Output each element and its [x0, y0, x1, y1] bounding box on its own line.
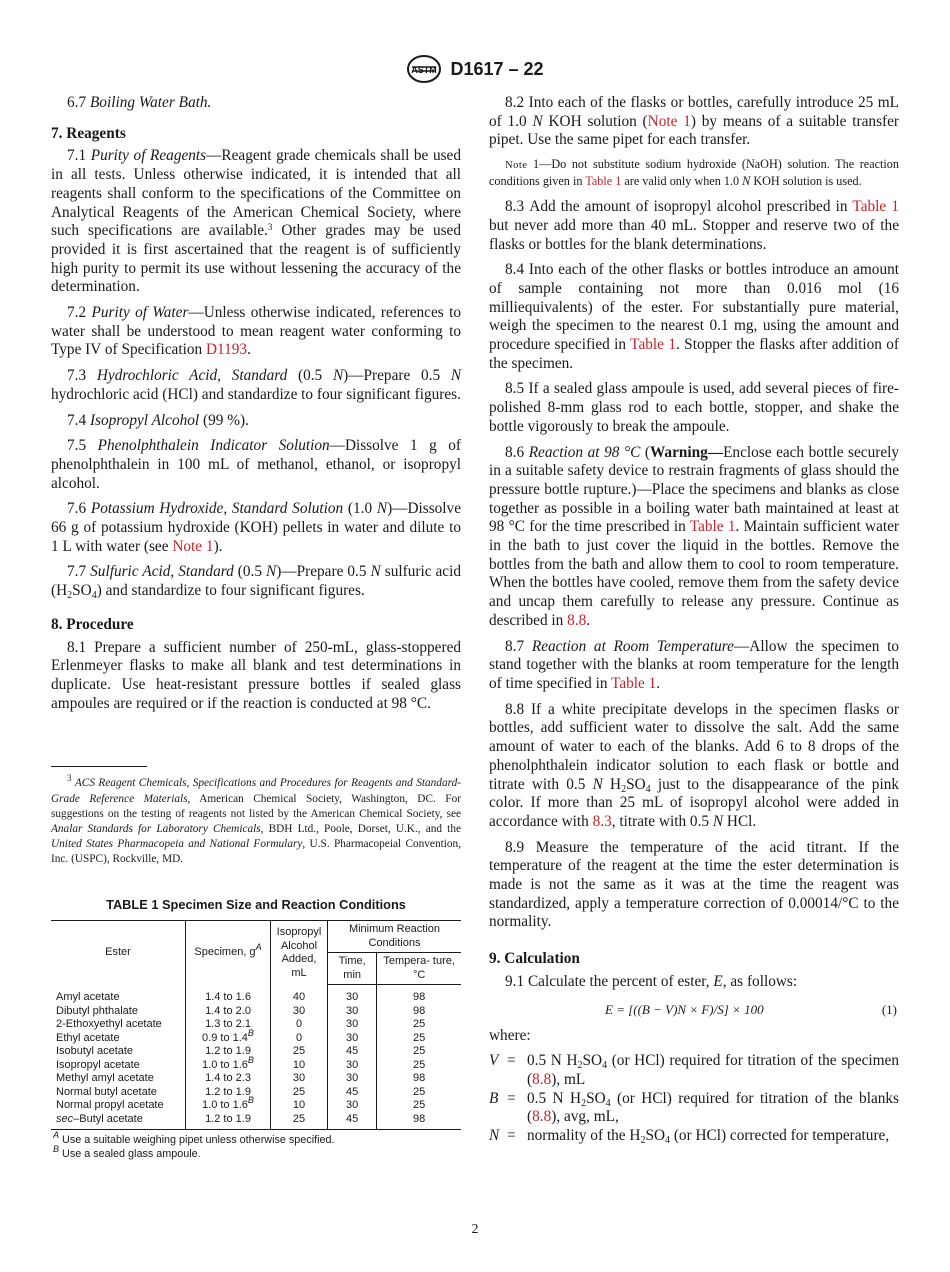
cell-specimen: 1.4 to 2.0 [186, 1005, 271, 1019]
equation-1 [489, 999, 899, 1021]
table-row [51, 1045, 461, 1059]
table-row [51, 1072, 461, 1086]
page-header [0, 54, 950, 84]
cell-alcohol: 30 [271, 1005, 328, 1019]
section-8-8: 8.8 If a white precipitate develops in the specimen flasks or bottles, add sufficient water to dissolve the salt. Add the same amount of water to each of the blanks. Add 6 to 8 drops of the phenolphthalein indicator solution to each flask or bottle and titrate with 0.5 N $H_2SO_4$ just to the disappearance of the pink color. If more than 25 mL of isopropyl alcohol were added in accordance with 8.3, titrate with 0.5 N HCl. [489, 700, 900, 830]
cell-ester: Methyl amyl acetate [51, 1072, 186, 1086]
section-8-5: 8.5 If a sealed glass ampoule is used, add several pieces of fire-polished 8-mm glass rod to each bottle, stopper, and shake the bottle vigorously to break the ampoule. [489, 380, 900, 435]
def-n-text: normality of the $H_2SO_4$ (or HCl) corrected for temperature, [527, 1127, 890, 1147]
cell-specimen: 0.9 to $1.4^B$ [186, 1032, 271, 1046]
cell-time: 30 [328, 1018, 377, 1032]
cell-specimen: 1.4 to 1.6 [186, 985, 271, 1005]
def-b-text: 0.5 N $H_2SO_4$ (or HCl) required for titration of the blanks (8.8), avg, mL, [527, 1089, 899, 1126]
table-footnotes [51, 1130, 461, 1161]
def-n-symbol: N [489, 1127, 500, 1145]
link-table-1[interactable]: Table 1 [611, 674, 657, 692]
page-number: 2 [471, 1222, 479, 1237]
section-8-7: 8.7 Reaction at Room Temperature—Allow the specimen to stand together with the blanks at room temperature for the length of time specified in Table 1. [489, 637, 900, 692]
section-9-1: 9.1 Calculate the percent of ester, E, as follows: [505, 972, 798, 990]
cell-temperature: 25 [413, 1018, 426, 1031]
table-row [51, 1059, 461, 1073]
cell-ester: 2-Ethoxyethyl acetate [51, 1018, 186, 1032]
cell-specimen: 1.2 to 1.9 [186, 1113, 271, 1130]
footnote-divider [51, 766, 147, 767]
cell-temperature: 98 [377, 1113, 461, 1130]
section-7-1: 7.1 Purity of Reagents—Reagent grade chemicals shall be used in all tests. Unless otherwise indicated, it is intended that all reagents shall conform to the specifications of the Committee on Analytical Reagents of the American Chemical Society, where such specifications are available.$^3$ Other grades may be used provided it is first ascertained that the reagent is of sufficiently high purity to permit its use without lessening the accuracy of the determination. [51, 147, 461, 296]
cell-ester: Normal butyl acetate [51, 1086, 186, 1100]
astm-logo-icon [406, 54, 442, 84]
cell-ester: Ethyl acetate [51, 1032, 186, 1046]
cell-time: 30 [328, 1072, 377, 1086]
table-row [51, 1005, 461, 1019]
specimen-table [51, 920, 461, 1130]
cell-temperature: 25 [413, 1085, 426, 1098]
section-8-2: 8.2 Into each of the flasks or bottles, carefully introduce 25 mL of 1.0 N KOH solution (Note 1) by means of a suitable transfer pipet. Use the same pipet for each transfer. [489, 94, 899, 149]
link-8-8[interactable]: 8.8 [532, 1070, 552, 1088]
cell-ester: sec–Butyl acetate [51, 1113, 186, 1130]
designation: D1617 – 22 [450, 58, 544, 79]
cell-specimen: 1.0 to $1.6^B$ [186, 1099, 271, 1113]
link-d1193[interactable]: D1193 [205, 341, 248, 359]
cell-alcohol: 10 [271, 1059, 328, 1073]
cell-temperature: 25 [413, 1099, 426, 1112]
cell-specimen: 1.3 to 2.1 [186, 1018, 271, 1032]
cell-temperature: 98 [413, 1004, 426, 1017]
def-b-symbol: B [489, 1089, 499, 1107]
equation-number: (1) [881, 1001, 897, 1017]
cell-specimen: 1.0 to $1.6^B$ [186, 1059, 271, 1073]
table-row [51, 1086, 461, 1100]
cell-alcohol: 0 [271, 1018, 328, 1032]
section-7-5: 7.5 Phenolphthalein Indicator Solution—Dissolve 1 g of phenolphthalein in 100 mL of methanol, ethanol, or isopropyl alcohol. [51, 437, 461, 492]
svg-text:ASTM: ASTM [411, 65, 438, 75]
col-specimen: Specimen, $g^A$ [186, 921, 271, 985]
section-7-heading: 7. Reagents [51, 124, 126, 142]
cell-alcohol: 25 [271, 1113, 328, 1130]
warning-label: Warning— [649, 443, 724, 461]
cell-ester: Isopropyl acetate [51, 1059, 186, 1073]
table-footnote-a: $^A$ Use a suitable weighing pipet unless otherwise specified. [53, 1130, 335, 1147]
cell-alcohol: 40 [271, 985, 328, 1005]
cell-ester: Amyl acetate [51, 985, 186, 1005]
where-label: where: [489, 1026, 531, 1044]
col-time: Time, min [328, 953, 377, 985]
cell-time: 30 [328, 1005, 377, 1019]
cell-temperature: 25 [413, 1031, 426, 1044]
link-table-1[interactable]: Table 1 [852, 198, 899, 216]
table-row [51, 985, 461, 1005]
equation-formula: E = [((B − V)N × F)/S] × 100 [605, 1001, 764, 1017]
link-note-1[interactable]: Note 1 [647, 112, 691, 130]
cell-alcohol: 0 [271, 1032, 328, 1046]
link-8-3[interactable]: 8.3 [592, 812, 612, 830]
def-v-text: 0.5 N $H_2SO_4$ (or HCl) required for titration of the specimen (8.8), mL [527, 1052, 899, 1088]
link-8-8[interactable]: 8.8 [567, 611, 587, 629]
section-7-3: 7.3 Hydrochloric Acid, Standard (0.5 N)—Prepare 0.5 N hydrochloric acid (HCl) and standardize to four significant figures. [51, 367, 462, 403]
section-8-1: 8.1 Prepare a sufficient number of 250-mL, glass-stoppered Erlenmeyer flasks to make all blank and test determinations in duplicate. Use heat-resistant pressure bottles if sealed glass ampoules are required or if the reaction is conducted at 98 °C. [51, 638, 462, 712]
cell-specimen: 1.2 to 1.9 [186, 1045, 271, 1059]
cell-temperature: 98 [413, 1072, 426, 1085]
col-isopropyl: Isopropyl Alcohol Added, mL [271, 921, 328, 985]
cell-time: 45 [328, 1086, 377, 1100]
cell-alcohol: 25 [271, 1045, 328, 1059]
table-row [51, 1018, 461, 1032]
cell-specimen: 1.2 to 1.9 [186, 1086, 271, 1100]
cell-temperature: 25 [413, 1045, 426, 1058]
section-7-6: 7.6 Potassium Hydroxide, Standard Solution (1.0 N)—Dissolve 66 g of potassium hydroxide (KOH) pellets in water and dilute to 1 L with water (see Note 1). [51, 500, 461, 555]
section-7-2: 7.2 Purity of Water—Unless otherwise indicated, references to water shall be understood to mean reagent water conforming to Type IV of Specification D1193. [51, 304, 461, 359]
col-minimum-conditions: Minimum Reaction Conditions [328, 921, 462, 953]
left-column [51, 94, 461, 1161]
table-row [51, 1032, 461, 1046]
col-ester: Ester [51, 921, 186, 985]
cell-alcohol: 30 [271, 1072, 328, 1086]
cell-time: 30 [328, 985, 377, 1005]
col-temperature: Tempera- ture, °C [377, 953, 461, 985]
table-1 [51, 896, 461, 1162]
footnote-ref-3[interactable]: 3 [267, 222, 273, 233]
cell-ester: Dibutyl phthalate [51, 1005, 186, 1019]
section-8-6: 8.6 Reaction at 98 °C (Warning—Enclose each bottle securely in a suitable safety device to restrain fragments of glass should the pressure bottle rupture.)—Place the specimens and blanks as close together as possible in a boiling water bath maintained at least at 98 °C for the time prescribed in Table 1. Maintain sufficient water in the bath to just cover the liquid in the bottles. Remove the bottles from the bath and allow them to cool to room temperature. When the bottles have cooled, remove them from the safety device and uncap them carefully to release any pressure. Continue as described in 8.8. [489, 443, 900, 629]
cell-alcohol: 25 [271, 1086, 328, 1100]
variable-definitions: V = 0.5 N $H_2SO_4$ (or HCl) required for titration of the specimen (8.8), mL B = 0.5 N $H_2SO_4$ (or HCl) required for titration of the blanks (8.8), avg, mL, N = normality of the $H_2SO_4$ (or HCl) corrected for temperature, [489, 1052, 899, 1147]
section-8-3: 8.3 Add the amount of isopropyl alcohol prescribed in Table 1 but never add more than 40 mL. Stopper and reserve two of the flasks or bottles for the blank determinations. [489, 198, 899, 253]
cell-specimen: 1.4 to 2.3 [186, 1072, 271, 1086]
table-row [51, 1099, 461, 1113]
right-column [489, 94, 899, 1146]
link-8-8[interactable]: 8.8 [532, 1108, 552, 1126]
table-footnote-b: $^B$ Use a sealed glass ampoule. [53, 1144, 201, 1161]
section-8-9: 8.9 Measure the temperature of the acid titrant. If the temperature of the reagent at the time the ester determination is made is not the same as it was at the time the reagent was standardized, apply a temperature correction of 0.00014/°C to the normality. [489, 838, 899, 931]
section-6-7: 6.7 Boiling Water Bath. [67, 94, 212, 111]
cell-time: 30 [328, 1032, 377, 1046]
section-8-heading: 8. Procedure [51, 615, 134, 633]
table-title: TABLE 1 Specimen Size and Reaction Conditions [106, 896, 406, 912]
cell-time: 30 [328, 1059, 377, 1073]
cell-ester: Isobutyl acetate [51, 1045, 186, 1059]
cell-time: 45 [328, 1045, 377, 1059]
cell-temperature: 98 [413, 991, 426, 1004]
footnote-3: $^3$ ACS Reagent Chemicals, Specifications and Procedures for Reagents and Standard-Grade Reference Materials, American Chemical Society, Washington, DC. For suggestions on the testing of reagents not listed by the American Chemical Society, see Analar Standards for Laboratory Chemicals, BDH Ltd., Poole, Dorset, U.K., and the United States Pharmacopeia and National Formulary, U.S. Pharmacopeial Convention, Inc. (USPC), Rockville, MD. [51, 773, 461, 866]
cell-ester: Normal propyl acetate [51, 1099, 186, 1113]
link-note-1[interactable]: Note 1 [172, 537, 214, 555]
section-9-heading: 9. Calculation [489, 950, 580, 968]
cell-alcohol: 10 [271, 1099, 328, 1113]
section-7-4: 7.4 Isopropyl Alcohol (99 %). [67, 411, 249, 429]
link-table-1[interactable]: Table 1 [585, 173, 622, 188]
link-table-1[interactable]: Table 1 [689, 518, 736, 536]
cell-time: 45 [328, 1113, 377, 1130]
cell-time: 30 [328, 1099, 377, 1113]
note-1: Note 1—Do not substitute sodium hydroxide (NaOH) solution. The reaction conditions given in Table 1 are valid only when 1.0 N KOH solution is used. [489, 157, 899, 188]
section-7-7: 7.7 Sulfuric Acid, Standard (0.5 N)—Prepare 0.5 N sulfuric acid $(H_2SO_4)$ and standardize to four significant figures. [51, 563, 461, 602]
link-table-1[interactable]: Table 1 [630, 336, 676, 354]
def-v-symbol: V [489, 1052, 499, 1070]
table-row [51, 1113, 461, 1130]
cell-temperature: 25 [413, 1058, 426, 1071]
section-8-4: 8.4 Into each of the other flasks or bottles introduce an amount of sample containing not more than 0.016 mol (16 milliequivalents) of the ester. For substantially pure material, weigh the specimen to the nearest 0.1 mg, using the amount and procedure specified in Table 1. Stopper the flasks after addition of the specimen. [489, 261, 899, 372]
